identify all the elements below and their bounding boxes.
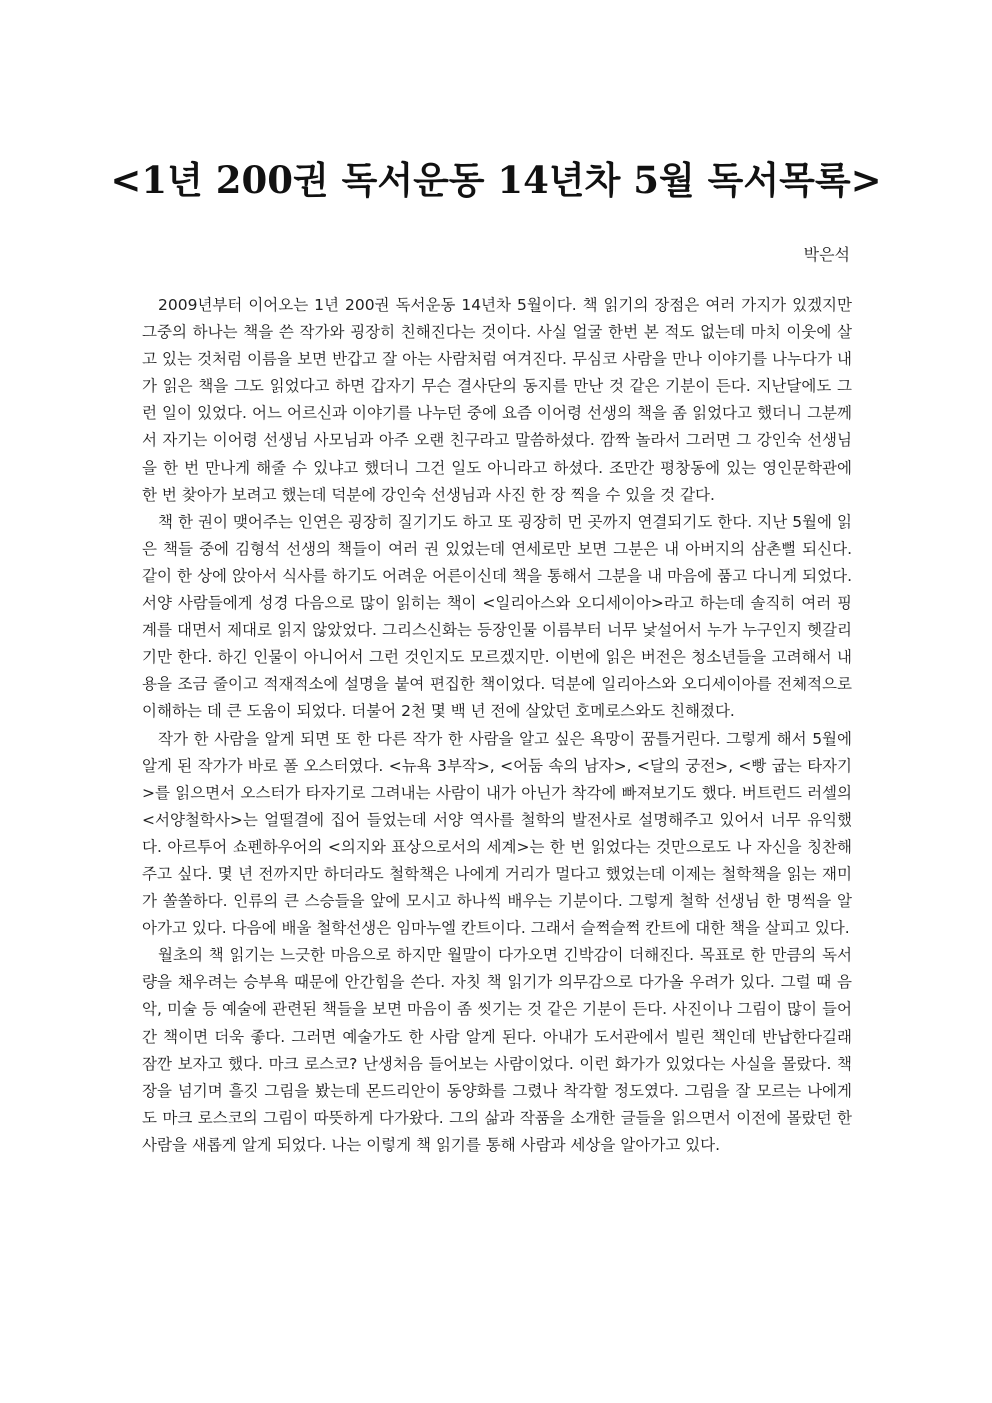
document-title: <1년 200권 독서운동 14년차 5월 독서목록> [110,158,882,202]
paragraph-1: 2009년부터 이어오는 1년 200권 독서운동 14년차 5월이다. 책 읽기의 장점은 여러 가지가 있겠지만 그중의 하나는 책을 쓴 작가와 굉장히 친해진다는 것이다. 사실 얼굴 한번 본 적도 없는데 마치 이웃에 살고 있는 것처럼 이름을 보면 반갑고 잘 아는 사람처럼 여겨진다. 무심코 사람을 만나 이야기를 나누다가 내가 읽은 책을 그도 읽었다고 하면 갑자기 무슨 결사단의 동지를 만난 것 같은 기분이 든다. 지난달에도 그런 일이 있었다. 어느 어르신과 이야기를 나누던 중에 요즘 이어령 선생의 책을 좀 읽었다고 했더니 그분께서 자기는 이어령 선생님 사모님과 아주 오랜 친구라고 말씀하셨다. 깜짝 놀라서 그러면 그 강인숙 선생님을 한 번 만나게 해줄 수 있냐고 했더니 그건 일도 아니라고 하셨다. 조만간 평창동에 있는 영인문학관에 한 번 찾아가 보려고 했는데 덕분에 강인숙 선생님과 사진 한 장 찍을 수 있을 것 같다. [142,296,852,504]
paragraph-4: 월초의 책 읽기는 느긋한 마음으로 하지만 월말이 다가오면 긴박감이 더해진다. 목표로 한 만큼의 독서량을 채우려는 승부욕 때문에 안간힘을 쓴다. 자칫 책 읽기가 의무감으로 다가올 우려가 있다. 그럴 때 음악, 미술 등 예술에 관련된 책들을 보면 마음이 좀 씻기는 것 같은 기분이 든다. 사진이나 그림이 많이 들어간 책이면 더욱 좋다. 그러면 예술가도 한 사람 알게 된다. 아내가 도서관에서 빌린 책인데 반납한다길래 잠깐 보자고 했다. 마크 로스코? 난생처음 들어보는 사람이었다. 이런 화가가 있었다는 사실을 몰랐다. 책장을 넘기며 흘깃 그림을 봤는데 몬드리안이 동양화를 그렸나 착각할 정도였다. 그림을 잘 모르는 나에게도 마크 로스코의 그림이 따뜻하게 다가왔다. 그의 삶과 작품을 소개한 글들을 읽으면서 이전에 몰랐던 한 사람을 새롭게 알게 되었다. 나는 이렇게 책 읽기를 통해 사람과 세상을 알아가고 있다. [142,946,852,1154]
author-name: 박은석 [803,245,850,264]
paragraph-2: 책 한 권이 맺어주는 인연은 굉장히 질기기도 하고 또 굉장히 먼 곳까지 연결되기도 한다. 지난 5월에 읽은 책들 중에 김형석 선생의 책들이 여러 권 있었는데 연세로만 보면 그분은 내 아버지의 삼촌뻘 되신다. 같이 한 상에 앉아서 식사를 하기도 어려운 어른이신데 책을 통해서 그분을 내 마음에 품고 다니게 되었다. 서양 사람들에게 성경 다음으로 많이 읽히는 책이 <일리아스와 오디세이아>라고 하는데 솔직히 여러 핑계를 대면서 제대로 읽지 않았었다. 그리스신화는 등장인물 이름부터 너무 낯설어서 누가 누구인지 헷갈리기만 한다. 하긴 인물이 아니어서 그런 것인지도 모르겠지만. 이번에 읽은 버전은 청소년들을 고려해서 내용을 조금 줄이고 적재적소에 설명을 붙여 편집한 책이었다. 덕분에 일리아스와 오디세이아를 전체적으로 이해하는 데 큰 도움이 되었다. 더불어 2천 몇 백 년 전에 살았던 호메로스와도 친해졌다. [142,512,852,721]
document-body [142,292,852,1159]
paragraph-3: 작가 한 사람을 알게 되면 또 한 다른 작가 한 사람을 알고 싶은 욕망이 꿈틀거린다. 그렇게 해서 5월에 알게 된 작가가 바로 폴 오스터였다. <뉴욕 3부작>, <어둠 속의 남자>, <달의 궁전>, <빵 굽는 타자기>를 읽으면서 오스터가 타자기로 그려내는 사람이 내가 아닌가 착각에 빠져보기도 했다. 버트런드 러셀의 <서양철학사>는 얼떨결에 집어 들었는데 서양 역사를 철학의 발전사로 설명해주고 있어서 너무 유익했다. 아르투어 쇼펜하우어의 <의지와 표상으로서의 세계>는 한 번 읽었다는 것만으로도 나 자신을 칭찬해주고 싶다. 몇 년 전까지만 하더라도 철학책은 나에게 거리가 멀다고 했었는데 이제는 철학책을 읽는 재미가 쏠쏠하다. 인류의 큰 스승들을 앞에 모시고 하나씩 배우는 기분이다. 그렇게 철학 선생님 한 명씩을 알아가고 있다. 다음에 배울 철학선생은 임마누엘 칸트이다. 그래서 슬쩍슬쩍 칸트에 대한 책을 살피고 있다. [142,729,852,938]
